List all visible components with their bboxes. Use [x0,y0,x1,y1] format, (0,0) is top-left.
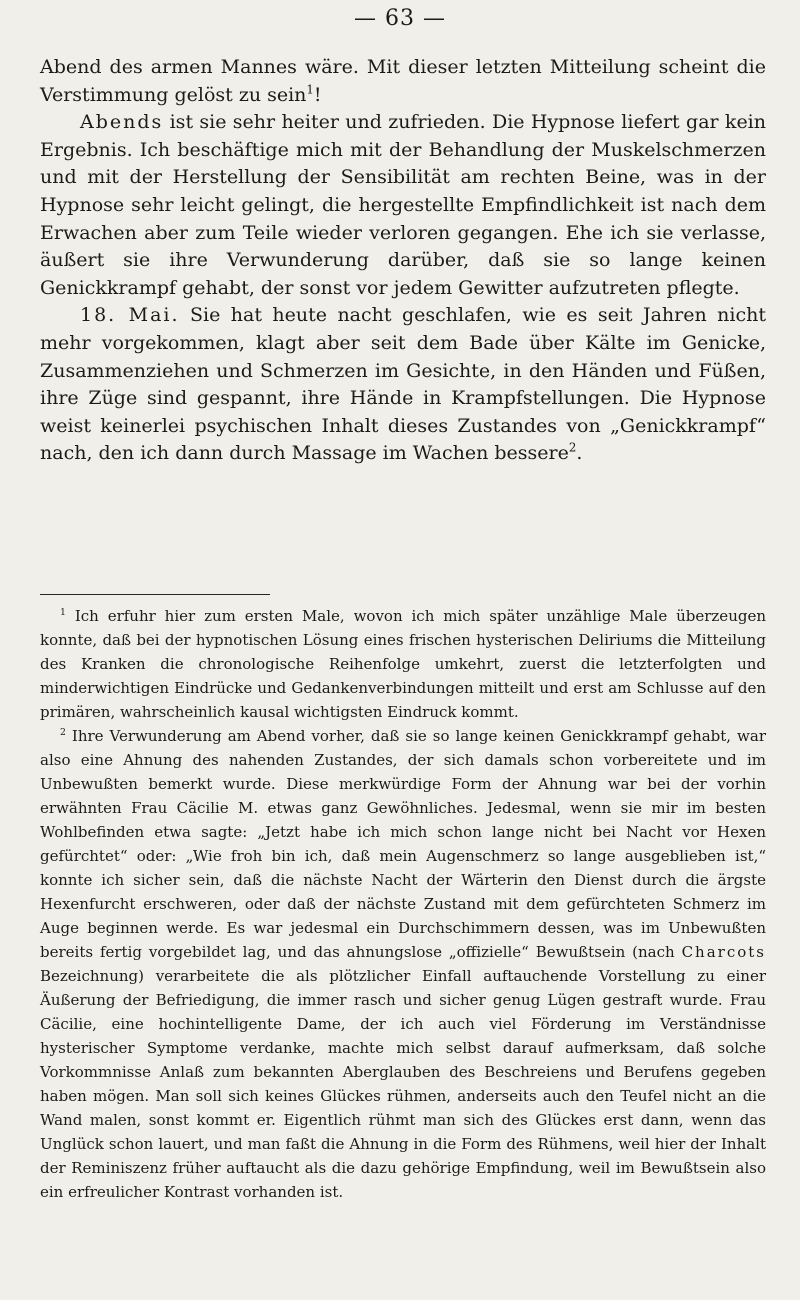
paragraph-3-date: 18. Mai. [80,304,180,327]
paragraph-1-text: Abend des armen Mannes wäre. Mit dieser letzten Mitteilung scheint die Verstimmung gelöst zu sein [40,56,766,106]
footnote-1 [40,604,766,724]
paragraph-2-lead: Abends [80,111,164,134]
footnote-2-text-a: Ihre Verwunderung am Abend vorher, daß sie so lange keinen Genickkrampf gehabt, war also eine Ahnung des nahenden Zustandes, der sich damals schon vorbereitete und im Unbewußten bemerkt wurde. Diese merkwürdige Form der Ahnung war bei der vorhin erwähnten Frau Cäcilie M. etwas ganz Gewöhnliches. Jedesmal, wenn sie mir im besten Wohlbefinden etwa sagte: „Jetzt habe ich mich schon lange nicht bei Nacht vor Hexen gefürchtet“ oder: „Wie froh bin ich, daß mein Augenschmerz so lange ausgeblieben ist,“ konnte ich sicher sein, daß die nächste Nacht der Wärterin den Dienst durch die ärgste Hexenfurcht erschweren, oder daß der nächste Zustand mit dem gefürchteten Schmerz im Auge beginnen werde. Es war jedesmal ein Durchschimmern dessen, was im Unbewußten bereits fertig vorgebildet lag, und das ahnungslose „offizielle“ Bewußtsein (nach [40,727,766,961]
footnote-ref-1[interactable]: 1 [306,82,314,97]
paragraph-3-end: . [576,442,583,465]
footnote-1-text: Ich erfuhr hier zum ersten Male, wovon ich mich später unzählige Male überzeugen konnte, daß bei der hypnotischen Lösung eines frischen hysterischen Deliriums die Mitteilung des Kranken die chronologische Reihenfolge umkehrt, zuerst die letzterfolgten und minderwichtigen Eindrücke und Gedankenverbindungen mitteilt und erst am Schlusse auf den primären, wahrscheinlich kausal wichtigsten Eindruck kommt. [40,607,766,721]
page-number: — 63 — [354,6,446,31]
main-text [40,54,766,468]
paragraph-2-text: ist sie sehr heiter und zufrieden. Die Hypnose liefert gar kein Ergebnis. Ich beschäftige mich mit der Behandlung der Muskelschmerzen und mit der Herstellung der Sensibilität am rechten Beine, was in der Hypnose sehr leicht gelingt, die hergestellte Empfindlichkeit ist nach dem Erwachen aber zum Teile wieder verloren gegangen. Ehe ich sie verlasse, äußert sie ihre Verwunderung darüber, daß sie so lange keinen Genickkrampf gehabt, der sonst vor jedem Gewitter aufzutreten pflegte. [40,111,766,299]
paragraph-3-text: Sie hat heute nacht geschlafen, wie es seit Jahren nicht mehr vorgekommen, klagt aber seit dem Bade über Kälte im Genicke, Zusammenziehen und Schmerzen im Gesichte, in den Händen und Füßen, ihre Züge sind gespannt, ihre Hände in Krampfstellungen. Die Hypnose weist keinerlei psychischen Inhalt dieses Zustandes von „Genickkrampf“ nach, den ich dann durch Massage im Wachen bessere [40,304,766,465]
paragraph-1-end: ! [313,83,322,106]
paragraph-3 [40,302,766,468]
footnote-2 [40,724,766,1204]
paragraph-1 [40,54,766,109]
paragraph-2 [40,109,766,302]
footnote-ref-2[interactable]: 2 [568,440,577,455]
footnote-divider [40,594,270,595]
footnote-2-mark: 2 [60,727,66,738]
footnote-2-name: Charcots [681,943,766,961]
footnotes [40,604,766,1204]
footnote-1-mark: 1 [60,607,66,618]
footnote-2-text-b: Bezeichnung) verarbeitete die als plötzlicher Einfall auftauchende Vorstellung zu einer Äußerung der Befriedigung, die immer rasch und sicher genug Lügen gestraft wurde. Frau Cäcilie, eine hochintelligente Dame, der ich auch viel Förderung im Verständnisse hysterischer Symptome verdanke, machte mich selbst darauf aufmerksam, daß solche Vorkommnisse Anlaß zum bekannten Aberglauben des Beschreiens und Berufens gegeben haben mögen. Man soll sich keines Glückes rühmen, anderseits auch den Teufel nicht an die Wand malen, sonst kommt er. Eigentlich rühmt man sich des Glückes erst dann, wenn das Unglück schon lauert, und man faßt die Ahnung in die Form des Rühmens, weil hier der Inhalt der Reminiszenz früher auftaucht als die dazu gehörige Empfindung, weil im Bewußtsein also ein erfreulicher Kontrast vorhanden ist. [40,967,766,1201]
